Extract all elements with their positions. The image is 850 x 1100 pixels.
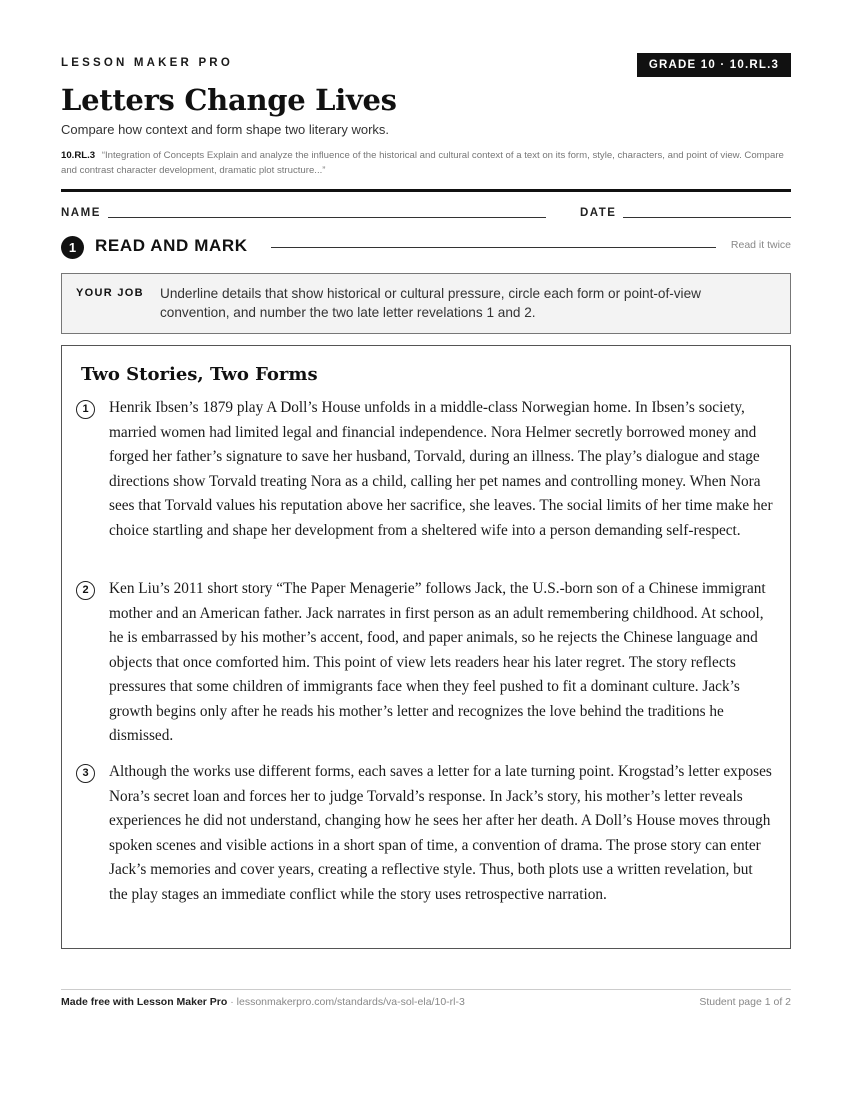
passage-paragraph: Henrik Ibsen’s 1879 play A Doll’s House unfolds in a middle-class Norwegian home. In Ibsen’s society, married women had limited legal and financial independence. Nora Helmer secretly borrowed money and forged her father’s signature to save her husband, Torvald, during an illness. The play’s dialogue and stage directions show Torvald treating Nora as a child, calling her pet names and controlling money. When Nora sees that Torvald values his reputation above her sacrifice, she leaves. The social limits of her time make her choice startling and shape her development from a sheltered wife into a person demanding self-respect. <box>109 399 773 539</box>
section-header <box>61 235 791 259</box>
grade-badge: GRADE 10 · 10.RL.3 <box>637 53 791 77</box>
instructions-box <box>61 273 791 334</box>
header-divider <box>61 189 791 192</box>
name-date-row <box>61 205 791 221</box>
page-subtitle: Compare how context and form shape two literary works. <box>61 122 390 137</box>
footer-made-with: Made free with Lesson Maker Pro <box>61 996 228 1008</box>
paragraph-number-badge: 3 <box>76 764 95 783</box>
page-title: Letters Change Lives <box>61 83 397 117</box>
name-field[interactable] <box>108 217 546 218</box>
standard-text: “Integration of Concepts Explain and analyze the influence of the historical and cultural context of a text on its form, style, characters, and point of view. Compare and contrast character development, dramatic plot structure...” <box>61 150 784 176</box>
paragraph-number-badge: 2 <box>76 581 95 600</box>
name-label: NAME <box>61 207 101 219</box>
standard-description <box>61 148 791 178</box>
instructions-text: Underline details that show historical or cultural pressure, circle each form or point-of-view convention, and number the two late letter revelations 1 and 2. <box>160 286 701 320</box>
footer-credit <box>61 996 465 1008</box>
footer-url[interactable]: · lessonmakerpro.com/standards/va-sol-ela/10-rl-3 <box>227 996 465 1008</box>
standard-code: 10.RL.3 <box>61 150 96 161</box>
date-label: DATE <box>580 207 617 219</box>
reading-passage <box>61 345 791 949</box>
passage-paragraph: Although the works use different forms, each saves a letter for a late turning point. Krogstad’s letter exposes Nora’s secret loan and forces her to judge Torvald’s response. In Jack’s story, his mother’s letter reveals experiences he did not understand, changing how he sees her after her death. A Doll’s House moves through spoken scenes and visible actions in a short span of time, a convention of drama. The prose story can enter Jack’s memories and cover years, creating a reflective style. Thus, both plots use a written revelation, but the play stages an immediate conflict while the story uses retrospective narration. <box>109 763 772 903</box>
passage-title: Two Stories, Two Forms <box>81 364 318 385</box>
section-note: Read it twice <box>730 239 791 251</box>
paragraph-number-badge: 1 <box>76 400 95 419</box>
instructions-label: YOUR JOB <box>76 287 144 299</box>
date-field[interactable] <box>623 217 791 218</box>
section-divider <box>271 247 716 248</box>
section-number-badge: 1 <box>61 236 84 259</box>
passage-paragraph: Ken Liu’s 2011 short story “The Paper Menagerie” follows Jack, the U.S.-born son of a Chinese immigrant mother and an American father. Jack narrates in first person as an adult remembering childhood. At school, he is embarrassed by his mother’s accent, food, and paper animals, so he rejects the Chinese language and objects that once comforted him. This point of view lets readers hear his later regret. The story reflects pressures that some children of immigrants face when they feel pushed to fit a dominant culture. Jack’s growth begins only after he reads his mother’s letter and recognizes the love behind the traditions he dismissed. <box>109 580 766 744</box>
section-title: READ AND MARK <box>95 236 248 255</box>
brand-name: LESSON MAKER PRO <box>61 57 233 69</box>
footer-page-number: Student page 1 of 2 <box>699 996 791 1008</box>
footer-divider <box>61 989 791 990</box>
